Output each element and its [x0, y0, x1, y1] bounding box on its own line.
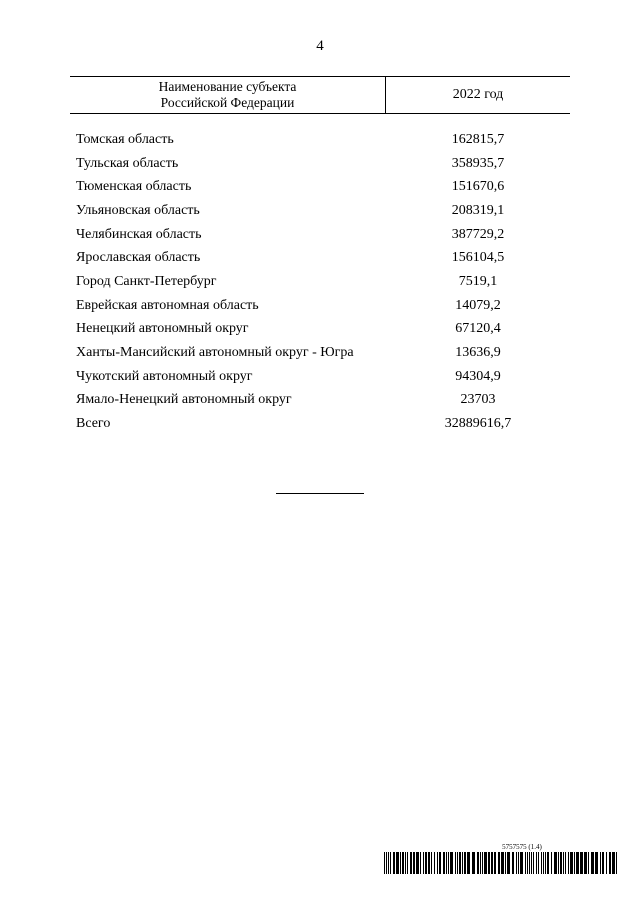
row-value: 156104,5	[451, 250, 505, 266]
barcode-bar	[609, 852, 611, 874]
barcode-bar	[464, 852, 466, 874]
barcode-bar	[405, 852, 406, 874]
row-name: Ханты-Мансийский автономный округ - Югра	[76, 345, 354, 361]
barcode-bar	[531, 852, 532, 874]
barcode-bar	[565, 852, 566, 874]
barcode-bar	[396, 852, 399, 874]
barcode-bar	[600, 852, 601, 874]
table-row	[76, 389, 576, 413]
barcode-bar	[616, 852, 617, 874]
row-name: Ямало-Ненецкий автономный округ	[76, 392, 292, 408]
barcode-bar	[520, 852, 523, 874]
barcode-bar	[400, 852, 401, 874]
row-value: 358935,7	[451, 155, 505, 171]
barcode-bar	[541, 852, 542, 874]
barcode-bar	[606, 852, 607, 874]
barcode-bar	[505, 852, 506, 874]
header-subject-name-line2: Российской Федерации	[160, 95, 295, 110]
barcode-bar	[584, 852, 587, 874]
header-subject-name-line1: Наименование субъекта	[158, 79, 297, 94]
row-name: Челябинская область	[76, 226, 202, 242]
end-divider	[276, 493, 364, 494]
row-value: 208319,1	[451, 202, 505, 218]
row-name: Всего	[76, 416, 111, 432]
barcode-bar	[568, 852, 569, 874]
barcode-bar	[527, 852, 528, 874]
row-name: Ульяновская область	[76, 202, 200, 218]
table-row	[76, 341, 576, 365]
barcode-bar	[484, 852, 487, 874]
barcode-bar	[402, 852, 404, 874]
table-row	[76, 199, 576, 223]
table-body	[76, 128, 576, 436]
header-year: 2022 год	[452, 87, 504, 102]
barcode-bar	[563, 852, 564, 874]
barcode-bar	[477, 852, 479, 874]
barcode-bar	[386, 852, 387, 874]
barcode-bar	[512, 852, 514, 874]
barcode-bar	[612, 852, 615, 874]
row-value: 387729,2	[451, 226, 505, 242]
barcode-bar	[407, 852, 408, 874]
table-row	[76, 294, 576, 318]
row-value: 151670,6	[451, 179, 505, 195]
row-value: 23703	[460, 392, 496, 408]
barcode-bar	[448, 852, 449, 874]
barcode-bar	[507, 852, 510, 874]
barcode-bar	[431, 852, 432, 874]
barcode-bar	[384, 852, 385, 874]
barcode-bar	[501, 852, 504, 874]
barcode-bar	[388, 852, 389, 874]
barcode-bar	[588, 852, 589, 874]
barcode-bar	[443, 852, 445, 874]
barcode-bar	[538, 852, 539, 874]
barcode-bar	[576, 852, 579, 874]
barcode-bar	[425, 852, 427, 874]
row-name: Томская область	[76, 131, 174, 147]
table-header	[70, 76, 570, 114]
barcode-bar	[446, 852, 447, 874]
barcode-block	[384, 843, 620, 874]
row-value: 67120,4	[455, 321, 501, 337]
table-row	[76, 175, 576, 199]
barcode-bar	[428, 852, 430, 874]
barcode-bar	[434, 852, 435, 874]
row-value: 162815,7	[451, 131, 505, 147]
barcode-bar	[525, 852, 526, 874]
barcode-bar	[439, 852, 441, 874]
barcode-bar	[558, 852, 559, 874]
barcode-bar	[467, 852, 470, 874]
barcode-bar	[450, 852, 453, 874]
barcode-bar	[390, 852, 391, 874]
barcode-bar	[574, 852, 575, 874]
table-row	[76, 223, 576, 247]
barcode-bar	[457, 852, 458, 874]
barcode-bar	[518, 852, 519, 874]
barcode-bar	[602, 852, 604, 874]
row-name: Город Санкт-Петербург	[76, 273, 217, 289]
row-name: Ненецкий автономный округ	[76, 321, 249, 337]
barcode-bar	[591, 852, 594, 874]
barcode-bar	[547, 852, 549, 874]
table-row	[76, 270, 576, 294]
barcode-bar	[529, 852, 530, 874]
barcode-bar	[455, 852, 456, 874]
table-row	[76, 318, 576, 342]
barcode-bar	[516, 852, 517, 874]
row-name: Тульская область	[76, 155, 179, 171]
header-subject-name	[70, 77, 386, 113]
barcode-bar	[545, 852, 546, 874]
barcode-bar	[570, 852, 573, 874]
barcode-bar	[420, 852, 421, 874]
barcode-bar	[543, 852, 544, 874]
barcode-bar	[413, 852, 415, 874]
row-value: 13636,9	[455, 345, 501, 361]
row-value: 7519,1	[458, 273, 498, 289]
barcode-bar	[491, 852, 493, 874]
barcode-code: 5757575 (1.4)	[502, 843, 542, 851]
table-row	[76, 128, 576, 152]
barcode-bar	[554, 852, 557, 874]
barcode-bar	[560, 852, 562, 874]
barcode-bar	[533, 852, 534, 874]
barcode-bar	[423, 852, 424, 874]
row-value: 32889616,7	[444, 416, 512, 432]
row-name: Тюменская область	[76, 179, 192, 195]
barcode-bar	[580, 852, 583, 874]
table-row	[76, 365, 576, 389]
barcode-bar	[536, 852, 537, 874]
row-value: 14079,2	[455, 297, 501, 313]
barcode-bar	[437, 852, 438, 874]
table-row-total	[76, 412, 576, 436]
barcode-bar	[410, 852, 412, 874]
barcode-bar	[488, 852, 490, 874]
barcode-bar	[551, 852, 552, 874]
barcode-bar	[480, 852, 481, 874]
barcode-bar	[459, 852, 461, 874]
table-row	[76, 246, 576, 270]
table-row	[76, 152, 576, 176]
barcode-bar	[472, 852, 475, 874]
row-name: Чукотский автономный округ	[76, 368, 253, 384]
row-name: Ярославская область	[76, 250, 201, 266]
barcode-bar	[595, 852, 598, 874]
row-name: Еврейская автономная область	[76, 297, 259, 313]
barcode-bar	[416, 852, 419, 874]
barcode-image	[384, 852, 620, 874]
barcode-bar	[393, 852, 395, 874]
barcode-bar	[482, 852, 483, 874]
barcode-bar	[494, 852, 496, 874]
page-number: 4	[316, 38, 324, 54]
barcode-bar	[462, 852, 463, 874]
row-value: 94304,9	[455, 368, 501, 384]
barcode-bar	[498, 852, 500, 874]
